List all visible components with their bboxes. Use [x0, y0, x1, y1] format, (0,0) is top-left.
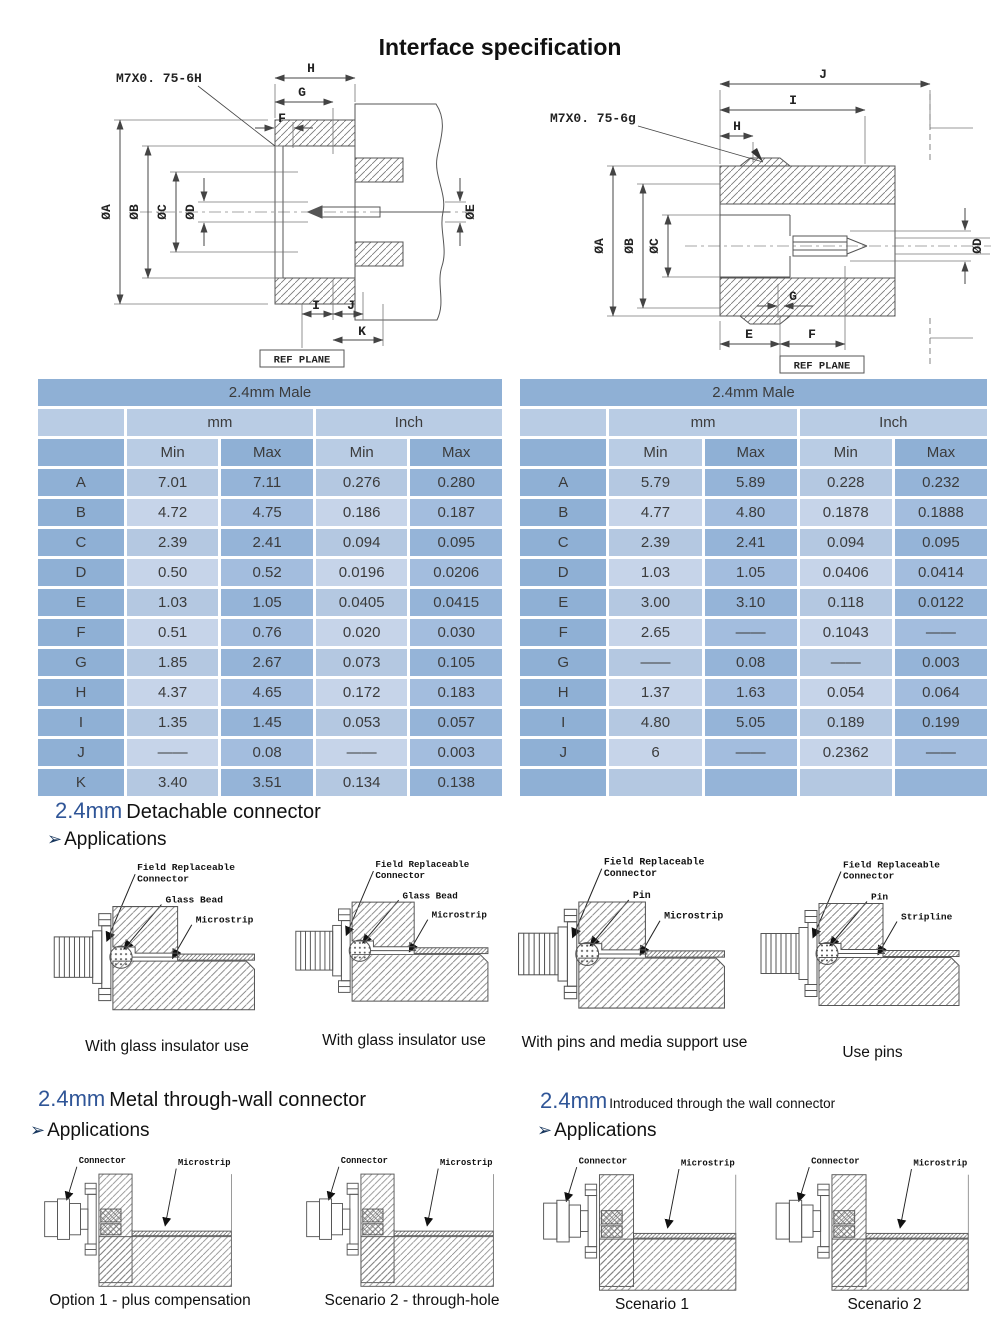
table-cell: 4.80: [705, 499, 797, 526]
row-label: B: [38, 499, 124, 526]
table-cell: 0.186: [316, 499, 408, 526]
table-cell: 0.057: [410, 709, 502, 736]
table-cell: ——: [800, 649, 892, 676]
table-cell: 0.118: [800, 589, 892, 616]
table-cell: 0.1878: [800, 499, 892, 526]
dim-label-dE: ØE: [463, 204, 478, 220]
table-row: [520, 529, 987, 556]
figure-label: Connector: [603, 868, 658, 879]
table-cell: 4.72: [127, 499, 219, 526]
table-cell: 1.85: [127, 649, 219, 676]
table-cell: 0.189: [800, 709, 892, 736]
table-cell: 0.187: [410, 499, 502, 526]
unit-header-mm: mm: [609, 409, 796, 436]
table-cell: 0.0122: [895, 589, 987, 616]
figure-pins-media-support: [512, 850, 757, 1052]
spec-table-right: [517, 376, 990, 799]
figure-option1-compensation: [30, 1152, 270, 1310]
table-cell: 0.094: [316, 529, 408, 556]
table-cell: [895, 769, 987, 796]
dim-label-dD: ØD: [183, 204, 198, 220]
figure-label: Microstrip: [664, 910, 724, 922]
section-prefix: 2.4mm: [55, 798, 123, 823]
table-cell: ——: [609, 649, 701, 676]
thread-spec-label: M7X0. 75-6g: [550, 111, 636, 126]
figure-caption: Option 1 - plus compensation: [49, 1292, 251, 1309]
table-cell: 5.79: [609, 469, 701, 496]
table-row: [38, 529, 502, 556]
page-title: Interface specification: [378, 34, 622, 60]
table-cell: 1.03: [127, 589, 219, 616]
table-cell: 0.003: [895, 649, 987, 676]
table-cell: ——: [895, 739, 987, 766]
table-cell: 0.76: [221, 619, 313, 646]
table-cell: 0.232: [895, 469, 987, 496]
figure-label: Glass Bead: [402, 890, 458, 902]
table-row: [38, 469, 502, 496]
figure-glass-insulator-2: [290, 850, 518, 1050]
table-row: [38, 769, 502, 796]
dim-label-G: G: [298, 85, 306, 100]
table-corner-cell: [520, 439, 606, 466]
table-cell: 0.073: [316, 649, 408, 676]
col-header-max: Max: [221, 439, 313, 466]
table-cell: 4.65: [221, 679, 313, 706]
spec-table-left: [35, 376, 505, 799]
figure-caption: Scenario 1: [614, 1296, 690, 1313]
table-cell: 0.0406: [800, 559, 892, 586]
figure-use-pins: [755, 850, 990, 1062]
figure-label: Microstrip: [195, 914, 254, 926]
dim-label-dA: ØA: [99, 204, 114, 220]
figure-label: Connector: [843, 870, 895, 882]
figure-label: Connector: [375, 869, 426, 881]
row-label: A: [520, 469, 606, 496]
table-row: [520, 769, 987, 796]
row-label: C: [38, 529, 124, 556]
table-cell: 0.276: [316, 469, 408, 496]
row-label: F: [38, 619, 124, 646]
table-cell: ——: [316, 739, 408, 766]
table-cell: 3.00: [609, 589, 701, 616]
table-cell: ——: [705, 739, 797, 766]
table-cell: ——: [127, 739, 219, 766]
table-cell: 0.172: [316, 679, 408, 706]
table-row: [520, 619, 987, 646]
row-label: H: [520, 679, 606, 706]
table-cell: 0.51: [127, 619, 219, 646]
col-header-min: Min: [316, 439, 408, 466]
figure-label: Pin: [632, 889, 651, 901]
dim-label-dD: ØD: [970, 238, 985, 254]
table-cell: 0.134: [316, 769, 408, 796]
table-cell: 0.228: [800, 469, 892, 496]
table-cell: 7.01: [127, 469, 219, 496]
table-row: [38, 709, 502, 736]
application-diagram: [512, 850, 757, 1032]
table-cell: 0.0415: [410, 589, 502, 616]
table-cell: 0.095: [410, 529, 502, 556]
table-cell: 2.67: [221, 649, 313, 676]
applications-label: Applications: [47, 1120, 150, 1141]
table-cell: ——: [705, 619, 797, 646]
table-cell: 0.053: [316, 709, 408, 736]
table-corner-cell: [38, 409, 124, 436]
table-cell: 0.105: [410, 649, 502, 676]
table-cell: 6: [609, 739, 701, 766]
figure-label: Microstrip: [680, 1158, 735, 1169]
row-label: C: [520, 529, 606, 556]
row-label: J: [38, 739, 124, 766]
table-row: [38, 679, 502, 706]
table-cell: 5.05: [705, 709, 797, 736]
row-label: D: [38, 559, 124, 586]
table-cell: 4.37: [127, 679, 219, 706]
col-header-min: Min: [127, 439, 219, 466]
figure-label: Connector: [811, 1156, 860, 1167]
table-cell: 2.39: [609, 529, 701, 556]
table-cell: 1.35: [127, 709, 219, 736]
row-label: J: [520, 739, 606, 766]
applications-heading: [47, 829, 167, 851]
dim-label-J: J: [347, 298, 355, 313]
row-label: B: [520, 499, 606, 526]
section-introduced-wall-header: [540, 1088, 835, 1114]
table-cell: 0.0405: [316, 589, 408, 616]
table-cell: 1.03: [609, 559, 701, 586]
row-label: D: [520, 559, 606, 586]
table-cell: 0.1888: [895, 499, 987, 526]
col-header-max: Max: [895, 439, 987, 466]
figure-label: Glass Bead: [165, 894, 224, 906]
table-cell: 3.40: [127, 769, 219, 796]
dim-label-dC: ØC: [647, 238, 662, 254]
figure-label: Microstrip: [178, 1157, 231, 1168]
row-label: I: [520, 709, 606, 736]
figure-label: Microstrip: [431, 909, 487, 921]
table-cell: 0.095: [895, 529, 987, 556]
table-cell: 0.2362: [800, 739, 892, 766]
figure-scenario1: [537, 1152, 767, 1314]
dim-label-J: J: [819, 67, 827, 82]
figure-caption: With glass insulator use: [322, 1032, 486, 1049]
table-corner-cell: [520, 409, 606, 436]
female-connector-art: [720, 158, 990, 324]
table-title: 2.4mm Male: [520, 379, 987, 406]
table-cell: 2.41: [705, 529, 797, 556]
dim-label-dC: ØC: [155, 204, 170, 220]
table-cell: 3.10: [705, 589, 797, 616]
technical-drawing-male-connector: [50, 52, 480, 374]
table-title: 2.4mm Male: [38, 379, 502, 406]
figure-glass-insulator-1: [48, 856, 286, 1056]
row-label: F: [520, 619, 606, 646]
figure-scenario2: [772, 1152, 997, 1314]
figure-caption: With pins and media support use: [521, 1034, 748, 1051]
table-cell: 0.0206: [410, 559, 502, 586]
table-cell: 0.183: [410, 679, 502, 706]
figure-label: Pin: [871, 891, 889, 903]
table-cell: [800, 769, 892, 796]
table-row: [38, 649, 502, 676]
dim-label-dB: ØB: [622, 238, 637, 254]
row-label: E: [38, 589, 124, 616]
applications-heading: [30, 1120, 150, 1142]
table-corner-cell: [38, 439, 124, 466]
arrow-bullet-icon: ➢: [30, 1120, 46, 1140]
table-cell: 2.65: [609, 619, 701, 646]
table-cell: 0.003: [410, 739, 502, 766]
table-cell: 0.094: [800, 529, 892, 556]
table-row: [38, 499, 502, 526]
table-cell: 0.52: [221, 559, 313, 586]
figure-caption: Use pins: [842, 1044, 903, 1061]
figure-label: Microstrip: [913, 1158, 968, 1169]
col-header-min: Min: [800, 439, 892, 466]
table-cell: 4.75: [221, 499, 313, 526]
table-cell: [609, 769, 701, 796]
table-cell: 0.020: [316, 619, 408, 646]
dim-label-E: E: [745, 327, 753, 342]
table-cell: 0.0196: [316, 559, 408, 586]
dim-label-dA: ØA: [592, 238, 607, 254]
application-diagram: [772, 1152, 997, 1294]
dim-label-I: I: [789, 93, 797, 108]
figure-label: Field Replaceable: [843, 859, 940, 871]
table-cell: 0.199: [895, 709, 987, 736]
figure-caption: Scenario 2 - through-hole: [324, 1292, 500, 1309]
technical-drawing-female-connector: [535, 66, 995, 376]
arrow-bullet-icon: ➢: [47, 829, 63, 849]
figure-label: Connector: [578, 1156, 628, 1167]
table-row: [520, 469, 987, 496]
figure-caption: Scenario 2: [847, 1296, 922, 1313]
table-cell: 5.89: [705, 469, 797, 496]
application-diagram: [755, 850, 990, 1042]
table-cell: 0.1043: [800, 619, 892, 646]
section-title: Metal through-wall connector: [109, 1089, 367, 1111]
table-row: [520, 709, 987, 736]
table-cell: 0.138: [410, 769, 502, 796]
row-label: G: [38, 649, 124, 676]
unit-header-inch: Inch: [800, 409, 987, 436]
table-row: [38, 619, 502, 646]
table-cell: 2.41: [221, 529, 313, 556]
row-label: G: [520, 649, 606, 676]
table-cell: 0.0414: [895, 559, 987, 586]
table-row: [520, 679, 987, 706]
unit-header-inch: Inch: [316, 409, 502, 436]
unit-header-mm: mm: [127, 409, 313, 436]
section-prefix: 2.4mm: [38, 1086, 106, 1111]
figure-label: Connector: [340, 1156, 388, 1167]
figure-label: Microstrip: [440, 1157, 493, 1168]
col-header-min: Min: [609, 439, 701, 466]
table-cell: [705, 769, 797, 796]
applications-heading: [537, 1120, 657, 1142]
figure-label: Connector: [78, 1156, 126, 1167]
figure-label: Stripline: [901, 911, 953, 923]
table-cell: 0.08: [705, 649, 797, 676]
ref-plane-label: REF PLANE: [273, 354, 331, 367]
applications-label: Applications: [64, 829, 167, 850]
figure-scenario2-through-hole: [292, 1152, 532, 1310]
table-cell: 1.63: [705, 679, 797, 706]
row-label: H: [38, 679, 124, 706]
table-cell: 1.37: [609, 679, 701, 706]
figure-label: Field Replaceable: [375, 859, 470, 871]
table-cell: 0.064: [895, 679, 987, 706]
spec-table-right-wrap: [517, 376, 990, 799]
figure-caption: With glass insulator use: [85, 1038, 249, 1055]
dim-label-F: F: [278, 111, 286, 126]
figure-label: Field Replaceable: [603, 856, 705, 868]
table-row: [38, 739, 502, 766]
applications-label: Applications: [554, 1120, 657, 1141]
table-cell: 7.11: [221, 469, 313, 496]
table-cell: 0.280: [410, 469, 502, 496]
application-diagram: [292, 1152, 532, 1290]
table-cell: 0.030: [410, 619, 502, 646]
table-row: [520, 649, 987, 676]
table-cell: 4.77: [609, 499, 701, 526]
thread-spec-label: M7X0. 75-6H: [116, 71, 202, 86]
application-diagram: [537, 1152, 767, 1294]
section-title: Detachable connector: [126, 801, 321, 823]
row-label: K: [38, 769, 124, 796]
dim-label-H: H: [307, 61, 315, 76]
row-label: E: [520, 589, 606, 616]
row-label: A: [38, 469, 124, 496]
table-cell: 1.05: [221, 589, 313, 616]
table-row: [520, 589, 987, 616]
dim-label-H: H: [733, 119, 741, 134]
table-cell: 0.50: [127, 559, 219, 586]
dim-label-I: I: [312, 298, 320, 313]
table-row: [38, 559, 502, 586]
table-row: [520, 499, 987, 526]
spec-table-left-wrap: [35, 376, 505, 799]
table-cell: ——: [895, 619, 987, 646]
figure-label: Connector: [137, 873, 189, 885]
section-through-wall-header: [38, 1086, 366, 1112]
section-detachable-header: [55, 798, 321, 824]
application-diagram: [290, 850, 518, 1030]
dim-label-dB: ØB: [127, 204, 142, 220]
table-cell: 4.80: [609, 709, 701, 736]
dim-label-F: F: [808, 327, 816, 342]
row-label: I: [38, 709, 124, 736]
row-label: [520, 769, 606, 796]
section-title: Introduced through the wall connector: [609, 1096, 836, 1111]
table-cell: 1.05: [705, 559, 797, 586]
figure-label: Field Replaceable: [137, 862, 236, 874]
section-prefix: 2.4mm: [540, 1088, 608, 1113]
dim-label-G: G: [789, 289, 797, 304]
table-row: [520, 559, 987, 586]
col-header-max: Max: [410, 439, 502, 466]
table-cell: 0.054: [800, 679, 892, 706]
table-cell: 0.08: [221, 739, 313, 766]
table-cell: 2.39: [127, 529, 219, 556]
application-diagram: [30, 1152, 270, 1290]
table-cell: 3.51: [221, 769, 313, 796]
table-row: [38, 589, 502, 616]
table-cell: 1.45: [221, 709, 313, 736]
ref-plane-label: REF PLANE: [793, 360, 851, 373]
dim-label-K: K: [358, 324, 366, 339]
arrow-bullet-icon: ➢: [537, 1120, 553, 1140]
application-diagram: [48, 856, 286, 1036]
table-row: [520, 739, 987, 766]
col-header-max: Max: [705, 439, 797, 466]
